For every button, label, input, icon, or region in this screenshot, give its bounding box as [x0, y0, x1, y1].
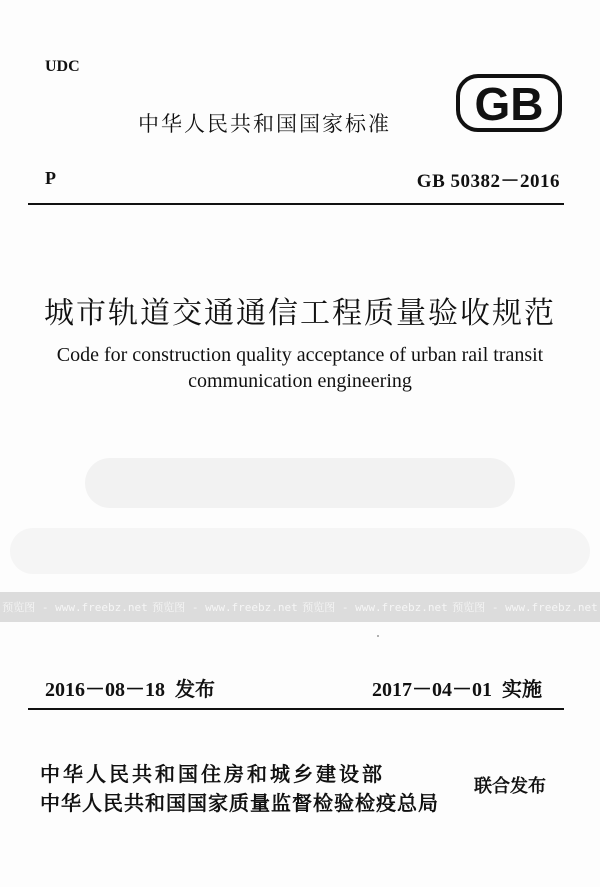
- title-chinese: 城市轨道交通通信工程质量验收规范: [44, 296, 556, 331]
- standard-type-title: 中华人民共和国国家标准: [138, 112, 391, 136]
- watermark-text: 预览图 - www.freebz.net: [302, 601, 448, 614]
- issuer-ministry: 中华人民共和国住房和城乡建设部: [40, 762, 385, 786]
- watermark-band: [0, 592, 600, 622]
- bottom-divider: [28, 708, 564, 710]
- implementation-label: 实施: [502, 677, 542, 701]
- issue-date-line: [45, 673, 215, 702]
- watermark-text: 预览图 - www.freebz.net: [2, 601, 148, 614]
- top-divider: [28, 203, 564, 205]
- gb-logo-text: GB: [474, 78, 544, 130]
- joint-issue-label: 联合发布: [474, 776, 546, 797]
- title-english-line1: Code for construction quality acceptance of urban rail transit: [56, 344, 544, 366]
- issue-date: 2016－08－18: [45, 679, 165, 701]
- faded-background-shape: [85, 458, 515, 508]
- faded-background-shape: [10, 528, 590, 574]
- category-code: P: [45, 168, 56, 188]
- standard-number: GB 50382－2016: [416, 171, 560, 192]
- gb-logo: [456, 74, 562, 132]
- issue-label: 发布: [175, 677, 215, 701]
- implementation-date: 2017－04－01: [372, 679, 492, 701]
- watermark-text: 预览图 - www.freebz.net: [452, 601, 598, 614]
- udc-label: UDC: [45, 58, 80, 75]
- speck: [377, 635, 379, 637]
- issuer-aqsiq: 中华人民共和国国家质量监督检验检疫总局: [40, 791, 439, 815]
- watermark-text: 预览图 - www.freebz.net: [152, 601, 298, 614]
- title-english-line2: communication engineering: [188, 370, 412, 392]
- implementation-date-line: [372, 673, 542, 702]
